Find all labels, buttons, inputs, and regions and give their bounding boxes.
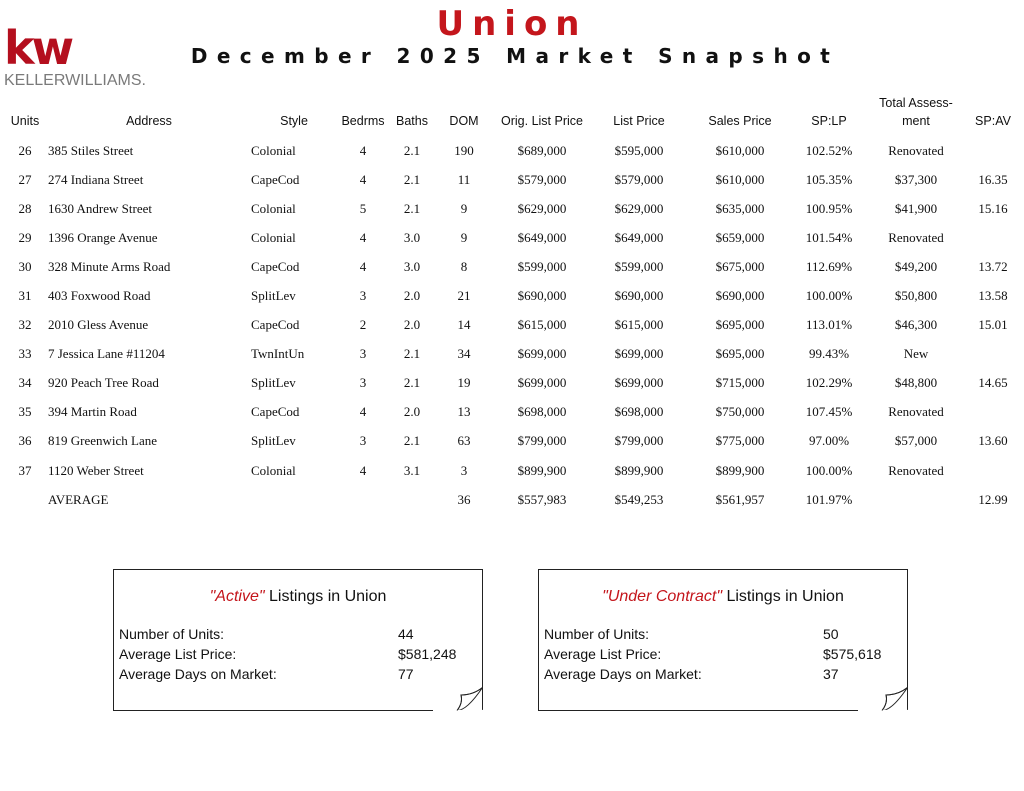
cell-orig-list: $699,000 [517,346,567,361]
cell-assess: $41,900 [894,201,938,216]
cell-dom: 9 [460,201,468,216]
cell-splp: 113.01% [805,317,853,332]
contract-units-value: 50 [823,626,839,642]
average-splp: 101.97% [805,492,853,507]
cell-style: Colonial [251,463,296,478]
cell-sales: $690,000 [715,288,765,303]
contract-title-rest: Listings in Union [722,588,844,605]
active-box-title [114,588,482,606]
header-spav: SP:AV [975,114,1011,128]
cell-assess: $37,300 [894,172,938,187]
cell-splp: 100.00% [805,463,853,478]
cell-address: 2010 Gless Avenue [48,317,149,332]
cell-baths: 2.0 [403,317,421,332]
header-sales: Sales Price [708,114,772,128]
cell-assess: New [903,346,929,361]
cell-dom: 34 [457,346,471,361]
header-orig-list: Orig. List Price [501,114,583,128]
cell-sales: $695,000 [715,317,765,332]
cell-baths: 3.0 [403,259,421,274]
contract-box-title [539,588,907,606]
under-contract-box [538,569,908,711]
cell-style: TwnIntUn [251,346,305,361]
cell-dom: 21 [457,288,471,303]
cell-style: CapeCod [251,317,300,332]
cell-baths: 2.1 [403,346,421,361]
cell-sales: $775,000 [715,433,765,448]
cell-style: SplitLev [251,288,296,303]
active-title-rest: Listings in Union [264,588,387,605]
cell-address: 328 Minute Arms Road [48,259,171,274]
cell-list: $595,000 [614,143,664,158]
cell-assess: $48,800 [894,375,938,390]
active-units-label: Number of Units: [119,626,225,642]
contract-units-label: Number of Units: [544,626,650,642]
cell-orig-list: $629,000 [517,201,567,216]
cell-list: $649,000 [614,230,664,245]
cell-units: 28 [18,201,32,216]
cell-style: SplitLev [251,433,296,448]
header-list: List Price [613,114,665,128]
cell-bedrms: 3 [359,288,367,303]
cell-list: $615,000 [614,317,664,332]
cell-list: $799,000 [614,433,664,448]
cell-style: Colonial [251,230,296,245]
average-label: AVERAGE [48,492,109,507]
cell-spav: 14.65 [978,375,1008,390]
cell-splp: 112.69% [805,259,853,274]
cell-dom: 190 [454,143,474,158]
cell-sales: $899,900 [715,463,765,478]
cell-assess: $49,200 [894,259,938,274]
cell-address: 1630 Andrew Street [48,201,152,216]
cell-address: 385 Stiles Street [48,143,134,158]
header-dom: DOM [449,114,479,128]
page-curl-icon [858,687,908,711]
cell-list: $698,000 [614,404,664,419]
cell-orig-list: $690,000 [517,288,567,303]
contract-dom-label: Average Days on Market: [544,666,702,682]
header-splp: SP:LP [811,114,847,128]
cell-bedrms: 2 [359,317,367,332]
cell-orig-list: $599,000 [517,259,567,274]
cell-list: $699,000 [614,346,664,361]
cell-units: 27 [18,172,32,187]
cell-bedrms: 4 [359,404,367,419]
cell-assess: $46,300 [894,317,938,332]
cell-units: 35 [18,404,32,419]
average-sales: $561,957 [715,492,765,507]
header-baths: Baths [396,114,428,128]
cell-bedrms: 3 [359,433,367,448]
cell-dom: 14 [457,317,471,332]
cell-list: $579,000 [614,172,664,187]
cell-spav: 13.72 [978,259,1008,274]
active-units-value: 44 [398,626,414,642]
cell-dom: 9 [460,230,468,245]
kw-mark: kw [4,21,72,75]
cell-address: 274 Indiana Street [48,172,144,187]
average-dom: 36 [457,492,471,507]
cell-orig-list: $799,000 [517,433,567,448]
cell-baths: 2.1 [403,433,421,448]
cell-style: CapeCod [251,172,300,187]
cell-address: 7 Jessica Lane #11204 [48,346,165,361]
cell-spav: 15.01 [978,317,1008,332]
cell-splp: 101.54% [805,230,853,245]
cell-baths: 2.1 [403,375,421,390]
cell-units: 29 [18,230,32,245]
cell-spav: 13.58 [978,288,1008,303]
cell-units: 30 [18,259,32,274]
cell-orig-list: $699,000 [517,375,567,390]
cell-splp: 102.52% [805,143,853,158]
cell-baths: 2.0 [403,404,421,419]
cell-splp: 99.43% [808,346,850,361]
cell-units: 37 [18,463,32,478]
average-orig-list: $557,983 [517,492,567,507]
cell-bedrms: 4 [359,259,367,274]
cell-style: CapeCod [251,404,300,419]
page-curl-icon [433,687,483,711]
cell-spav: 15.16 [978,201,1008,216]
header-style: Style [280,114,308,128]
cell-sales: $715,000 [715,375,765,390]
cell-address: 403 Foxwood Road [48,288,151,303]
cell-baths: 2.1 [403,201,421,216]
active-dom-value: 77 [398,666,414,682]
active-price-label: Average List Price: [119,646,237,662]
cell-assess: Renovated [888,404,944,419]
cell-units: 31 [18,288,32,303]
logo-wordmark: KELLERWILLIAMS. [4,72,146,89]
cell-bedrms: 3 [359,375,367,390]
cell-list: $699,000 [614,375,664,390]
cell-address: 394 Martin Road [48,404,137,419]
contract-price-value: $575,618 [823,646,882,662]
cell-baths: 3.0 [403,230,421,245]
cell-units: 26 [18,143,32,158]
page-subtitle: December 2025 Market Snapshot [190,44,840,68]
cell-baths: 2.1 [403,143,421,158]
header-assess-line2: ment [902,114,930,128]
cell-splp: 107.45% [805,404,853,419]
contract-title-highlight: "Under Contract" [602,588,722,605]
cell-orig-list: $899,900 [517,463,567,478]
cell-orig-list: $698,000 [517,404,567,419]
cell-splp: 105.35% [805,172,853,187]
cell-baths: 2.0 [403,288,421,303]
header-address: Address [126,114,172,128]
cell-address: 1120 Weber Street [48,463,144,478]
cell-bedrms: 3 [359,346,367,361]
cell-dom: 3 [460,463,468,478]
cell-list: $690,000 [614,288,664,303]
cell-units: 32 [18,317,32,332]
header-units: Units [10,114,40,128]
cell-bedrms: 4 [359,143,367,158]
cell-dom: 63 [457,433,471,448]
cell-baths: 2.1 [403,172,421,187]
cell-baths: 3.1 [403,463,421,478]
contract-dom-value: 37 [823,666,839,682]
cell-assess: Renovated [888,463,944,478]
cell-assess: $57,000 [894,433,938,448]
cell-sales: $635,000 [715,201,765,216]
cell-address: 1396 Orange Avenue [48,230,158,245]
average-spav: 12.99 [978,492,1008,507]
cell-sales: $610,000 [715,172,765,187]
cell-address: 920 Peach Tree Road [48,375,159,390]
cell-splp: 97.00% [808,433,850,448]
header-assess-line1: Total Assess- [879,96,953,110]
cell-sales: $675,000 [715,259,765,274]
cell-dom: 8 [460,259,468,274]
cell-sales: $750,000 [715,404,765,419]
cell-units: 33 [18,346,32,361]
cell-orig-list: $615,000 [517,317,567,332]
cell-sales: $695,000 [715,346,765,361]
cell-dom: 13 [457,404,471,419]
cell-sales: $610,000 [715,143,765,158]
cell-units: 34 [18,375,32,390]
cell-orig-list: $579,000 [517,172,567,187]
cell-units: 36 [18,433,32,448]
cell-splp: 100.00% [805,288,853,303]
cell-bedrms: 4 [359,172,367,187]
cell-style: CapeCod [251,259,300,274]
cell-style: Colonial [251,143,296,158]
cell-spav: 16.35 [978,172,1008,187]
cell-bedrms: 4 [359,463,367,478]
cell-list: $899,900 [614,463,664,478]
cell-splp: 102.29% [805,375,853,390]
cell-assess: Renovated [888,143,944,158]
cell-sales: $659,000 [715,230,765,245]
cell-orig-list: $689,000 [517,143,567,158]
cell-list: $599,000 [614,259,664,274]
cell-style: Colonial [251,201,296,216]
cell-style: SplitLev [251,375,296,390]
cell-spav: 13.60 [978,433,1008,448]
cell-dom: 19 [457,375,471,390]
page-title: Union [436,4,588,44]
cell-orig-list: $649,000 [517,230,567,245]
cell-bedrms: 5 [359,201,367,216]
active-title-highlight: "Active" [209,588,265,605]
active-dom-label: Average Days on Market: [119,666,277,682]
cell-dom: 11 [457,172,471,187]
cell-bedrms: 4 [359,230,367,245]
cell-list: $629,000 [614,201,664,216]
cell-assess: $50,800 [894,288,938,303]
cell-splp: 100.95% [805,201,853,216]
contract-price-label: Average List Price: [544,646,662,662]
header-bedrms: Bedrms [341,114,385,128]
cell-address: 819 Greenwich Lane [48,433,158,448]
average-list: $549,253 [614,492,664,507]
active-price-value: $581,248 [398,646,457,662]
active-listings-box [113,569,483,711]
cell-assess: Renovated [888,230,944,245]
